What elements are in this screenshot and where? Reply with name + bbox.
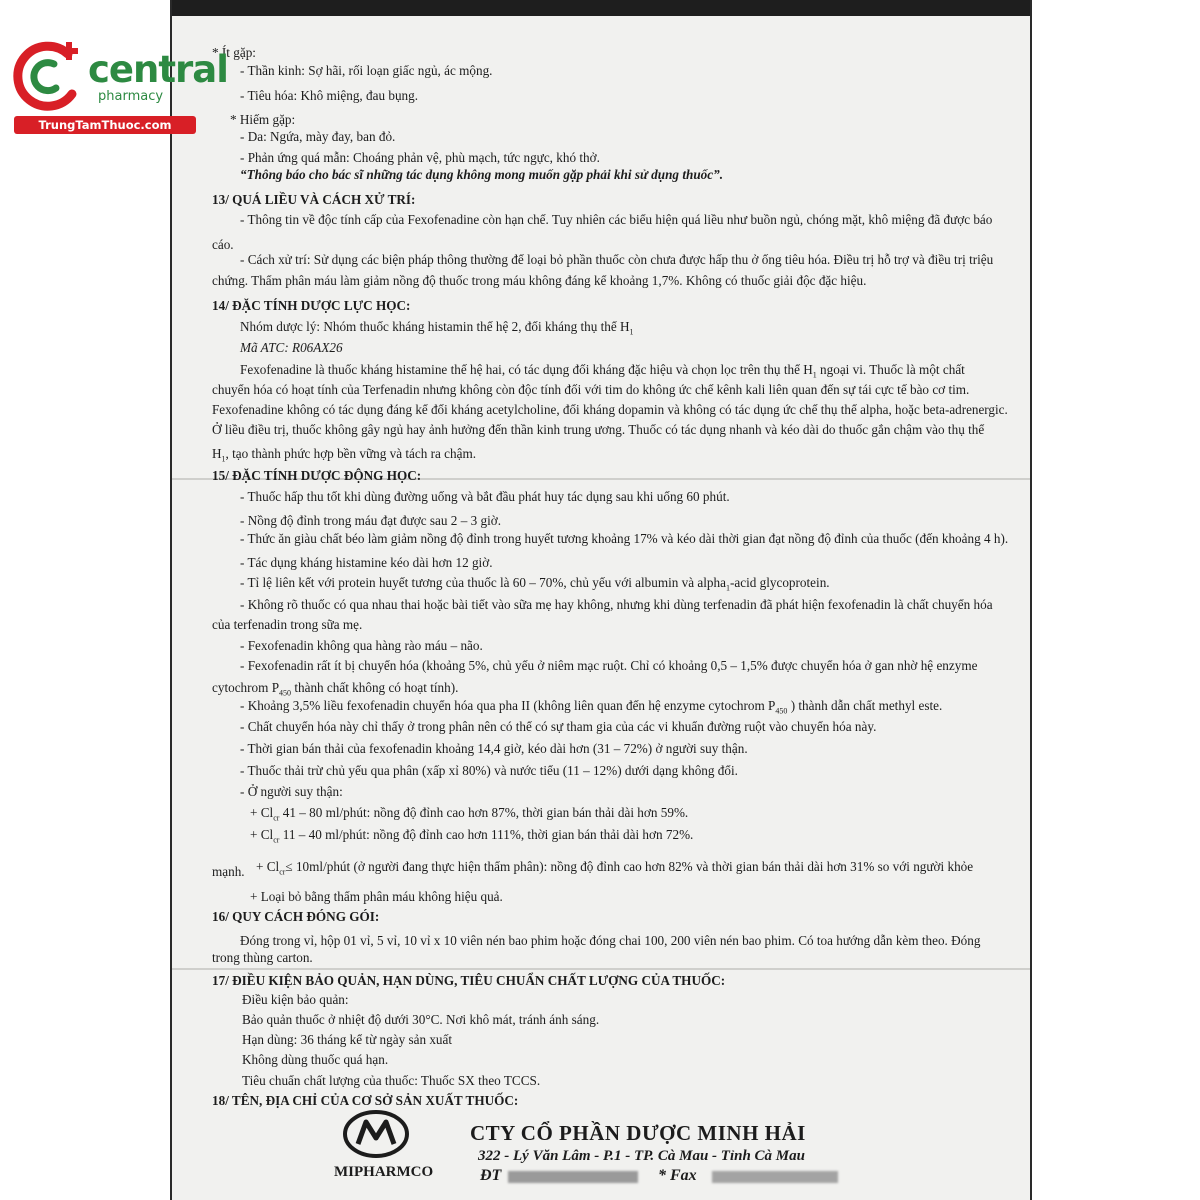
redacted-fax — [712, 1171, 838, 1183]
text-line: Ở liều điều trị, thuốc không gây ngủ hay ảnh hưởng đến thần kinh trung ương. Thuốc có tác dụng nhanh và kéo dài do thuốc gắn chậm vào thụ thể — [212, 422, 985, 437]
text-line: Fexofenadine là thuốc kháng histamine thế hệ hai, có tác dụng đối kháng đặc hiệu và chọn lọc trên thụ thể $H_1$ ngoại vi. Thuốc là một chất — [240, 362, 965, 380]
section-heading: 16/ QUY CÁCH ĐÓNG GÓI: — [212, 909, 380, 924]
text-line: - Thông tin về độc tính cấp của Fexofenadine còn hạn chế. Tuy nhiên các biểu hiện quá liều như buồn ngủ, chóng mặt, khô miệng đã được báo — [240, 212, 993, 227]
text-line: - Tác dụng kháng histamine kéo dài hơn 12 giờ. — [240, 555, 493, 570]
logo-name: central — [88, 48, 228, 91]
text-line: cáo. — [212, 237, 234, 252]
text-line: - Thuốc thải trừ chủ yếu qua phân (xấp xỉ 80%) và nước tiểu (11 – 12%) dưới dạng không đổi. — [240, 763, 738, 778]
text-line: - Da: Ngứa, mày đay, ban đỏ. — [240, 129, 396, 144]
text-line: * Hiếm gặp: — [230, 112, 296, 127]
section-heading: 14/ ĐẶC TÍNH DƯỢC LỰC HỌC: — [212, 298, 411, 313]
text-line: - Cách xử trí: Sử dụng các biện pháp thông thường để loại bỏ phần thuốc còn chưa được hấp thu ở ống tiêu hóa. Điều trị hỗ trợ và điều trị triệu — [240, 252, 994, 267]
pharmacy-cross-icon — [10, 38, 90, 114]
text-line: - Thức ăn giàu chất béo làm giảm nồng độ đỉnh trong huyết tương khoảng 17% và kéo dài thời gian đạt nồng độ đỉnh của thuốc (đến khoảng 4 h). — [240, 531, 1009, 546]
company-phone-label: ĐT — [480, 1167, 502, 1184]
company-fax-label: * Fax — [658, 1167, 697, 1184]
fold-line — [172, 968, 1030, 970]
text-line: Hạn dùng: 36 tháng kể từ ngày sản xuất — [242, 1032, 453, 1047]
text-line: Bảo quản thuốc ở nhiệt độ dưới 30°C. Nơi khô mát, tránh ánh sáng. — [242, 1012, 600, 1027]
text-line: Fexofenadine không có tác dụng đáng kể đối kháng acetylcholine, đối kháng dopamin và không có tác dụng ức chế thụ thể alpha, hoặc beta-adrenergic. — [212, 402, 1008, 417]
text-line: + Loại bỏ bằng thẩm phân máu không hiệu quả. — [250, 889, 503, 904]
text-line: Nhóm dược lý: Nhóm thuốc kháng histamin thế hệ 2, đối kháng thụ thể $H_1$ — [240, 319, 634, 337]
text-line: - Chất chuyển hóa này chỉ thấy ở trong phân nên có thể có sự tham gia của các vi khuẩn đường ruột vào chuyển hóa này. — [240, 719, 877, 734]
text-line: Điều kiện bảo quản: — [242, 992, 349, 1007]
company-name: CTY CỔ PHẦN DƯỢC MINH HẢI — [470, 1121, 806, 1145]
text-line: Tiêu chuẩn chất lượng của thuốc: Thuốc SX theo TCCS. — [242, 1073, 541, 1088]
text-line: + $Cl_{cr}$ 41 – 80 ml/phút: nồng độ đỉnh cao hơn 87%, thời gian bán thải dài hơn 59%. — [250, 805, 689, 823]
text-line: “Thông báo cho bác sĩ những tác dụng không mong muốn gặp phải khi sử dụng thuốc”. — [240, 167, 723, 182]
section-heading: 18/ TÊN, ĐỊA CHỈ CỦA CƠ SỞ SẢN XUẤT THUỐC: — [212, 1093, 519, 1108]
text-line: chứng. Thẩm phân máu làm giảm nồng độ thuốc trong máu không đáng kể khoảng 1,7%. Không có thuốc giải độc đặc hiệu. — [212, 273, 867, 288]
text-line: Không dùng thuốc quá hạn. — [242, 1052, 389, 1067]
text-line: Mã ATC: R06AX26 — [240, 340, 343, 355]
mipharmco-logo-icon — [342, 1108, 410, 1160]
scan-edge — [172, 0, 1030, 16]
text-line: + $Cl_{cr}\le$ 10ml/phút (ở người đang thực hiện thẩm phân): nồng độ đỉnh cao hơn 82% và thời gian bán thải dài hơn 31% so với người khỏe — [256, 859, 974, 877]
text-line: cytochrom $P_{450}$ thành chất không có hoạt tính). — [212, 680, 459, 698]
text-line: chuyển hóa có hoạt tính của Terfenadin nhưng không còn độc tính đối với tim do không ức chế kênh kali liên quan đến sự tái cực tế bào cơ tim. — [212, 382, 970, 397]
text-line: mạnh. — [212, 864, 245, 879]
text-line: - Thời gian bán thải của fexofenadin khoảng 14,4 giờ, kéo dài hơn (31 – 72%) ở người suy thận. — [240, 741, 748, 756]
text-line: - Fexofenadin không qua hàng rào máu – não. — [240, 638, 483, 653]
text-line: * Ít gặp: — [212, 45, 256, 60]
text-line: - Không rõ thuốc có qua nhau thai hoặc bài tiết vào sữa mẹ hay không, nhưng khi dùng terfenadin đã phát hiện fexofenadin là chất chuyển hóa — [240, 597, 993, 612]
section-heading: 13/ QUÁ LIỀU VÀ CÁCH XỬ TRÍ: — [212, 192, 416, 207]
brand-name: MIPHARMCO — [334, 1164, 434, 1180]
text-line: - Nồng độ đỉnh trong máu đạt được sau 2 – 3 giờ. — [240, 513, 502, 528]
text-line: - Thuốc hấp thu tốt khi dùng đường uống và bắt đầu phát huy tác dụng sau khi uống 60 phút. — [240, 489, 730, 504]
central-pharmacy-logo — [8, 38, 228, 138]
text-line: + $Cl_{cr}$ 11 – 40 ml/phút: nồng độ đỉnh cao hơn 111%, thời gian bán thải dài hơn 72%. — [250, 827, 694, 845]
company-address: 322 - Lý Văn Lâm - P.1 - TP. Cà Mau - Tỉnh Cà Mau — [478, 1148, 805, 1164]
text-line: - Phản ứng quá mẫn: Choáng phản vệ, phù mạch, tức ngực, khó thở. — [240, 150, 600, 165]
text-line: của terfenadin trong sữa mẹ. — [212, 617, 363, 632]
text-line: - Tỉ lệ liên kết với protein huyết tương của thuốc là 60 – 70%, chủ yếu với albumin và alpha$_1$-acid glycoprotein. — [240, 575, 830, 593]
text-line: - Tiêu hóa: Khô miệng, đau bụng. — [240, 88, 419, 103]
redacted-phone — [508, 1171, 638, 1183]
text-line: - Fexofenadin rất ít bị chuyển hóa (khoảng 5%, chủ yếu ở niêm mạc ruột. Chỉ có khoảng 0,5 – 1,5% được chuyển hóa ở gan nhờ hệ enzyme — [240, 658, 978, 673]
logo-url[interactable]: TrungTamThuoc.com — [14, 116, 196, 134]
section-heading: 15/ ĐẶC TÍNH DƯỢC ĐỘNG HỌC: — [212, 468, 422, 483]
text-line: - Ở người suy thận: — [240, 784, 343, 799]
text-line: $H_1$, tạo thành phức hợp bền vững và tách ra chậm. — [212, 446, 477, 464]
text-line: trong thùng carton. — [212, 950, 313, 965]
text-line: - Thần kinh: Sợ hãi, rối loạn giấc ngủ, ác mộng. — [240, 63, 493, 78]
text-line: - Khoảng 3,5% liều fexofenadin chuyển hóa qua pha II (không liên quan đến hệ enzyme cytochrom $P_{450}$ ) thành dẫn chất methyl este. — [240, 698, 943, 716]
text-line: Đóng trong vỉ, hộp 01 vỉ, 5 vỉ, 10 vỉ x 10 viên nén bao phim hoặc đóng chai 100, 200 viên nén bao phim. Có toa hướng dẫn kèm theo. Đóng — [240, 933, 981, 948]
section-heading: 17/ ĐIỀU KIỆN BẢO QUẢN, HẠN DÙNG, TIÊU CHUẨN CHẤT LƯỢNG CỦA THUỐC: — [212, 973, 726, 988]
logo-subtitle: pharmacy — [98, 89, 164, 104]
